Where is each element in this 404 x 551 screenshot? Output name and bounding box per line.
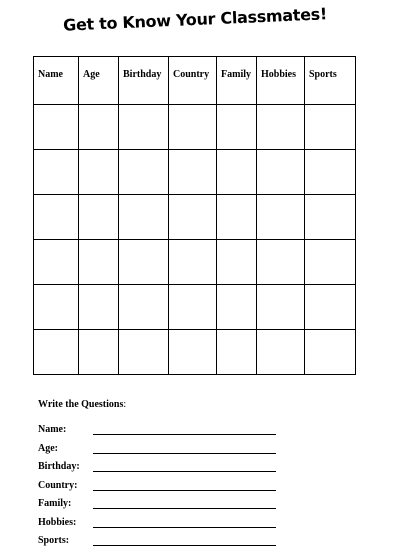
question-answer-line[interactable] <box>93 471 276 472</box>
question-label-country: Country: <box>38 479 78 491</box>
column-header-family: Family <box>217 57 257 105</box>
question-answer-line[interactable] <box>93 490 276 491</box>
table-cell[interactable] <box>34 285 79 330</box>
table-row <box>34 240 356 285</box>
table-cell[interactable] <box>305 150 356 195</box>
table-cell[interactable] <box>169 195 217 240</box>
table-cell[interactable] <box>119 150 169 195</box>
column-header-birthday: Birthday <box>119 57 169 105</box>
table-cell[interactable] <box>34 330 79 375</box>
table-cell[interactable] <box>34 240 79 285</box>
questions-heading-text: Write the Questions <box>38 399 124 410</box>
question-row-sports <box>38 532 278 551</box>
questions-heading-colon: : <box>123 399 127 410</box>
question-row-hobbies <box>38 514 278 533</box>
question-answer-line[interactable] <box>93 527 276 528</box>
table-cell[interactable] <box>119 105 169 150</box>
question-answer-line[interactable] <box>93 434 276 435</box>
table-row <box>34 195 356 240</box>
table-cell[interactable] <box>305 285 356 330</box>
table-cell[interactable] <box>119 240 169 285</box>
table-row <box>34 330 356 375</box>
table-cell[interactable] <box>79 285 119 330</box>
table-cell[interactable] <box>217 105 257 150</box>
question-row-name <box>38 421 278 440</box>
question-label-birthday: Birthday: <box>38 461 80 472</box>
question-label-hobbies: Hobbies: <box>38 516 77 528</box>
table-cell[interactable] <box>217 150 257 195</box>
question-answer-line[interactable] <box>93 508 276 509</box>
column-header-name: Name <box>34 57 79 105</box>
table-cell[interactable] <box>169 105 217 150</box>
table-cell[interactable] <box>217 330 257 375</box>
table-cell[interactable] <box>305 330 356 375</box>
question-row-birthday <box>38 458 278 477</box>
table-cell[interactable] <box>119 285 169 330</box>
worksheet-title: Get to Know Your Classmates! <box>62 4 328 35</box>
table-cell[interactable] <box>169 150 217 195</box>
table-cell[interactable] <box>217 240 257 285</box>
table-cell[interactable] <box>257 240 305 285</box>
table-cell[interactable] <box>119 330 169 375</box>
question-label-sports: Sports: <box>38 535 70 546</box>
question-row-age <box>38 440 278 459</box>
table-cell[interactable] <box>257 195 305 240</box>
table-cell[interactable] <box>257 285 305 330</box>
questions-heading <box>38 399 278 417</box>
table-cell[interactable] <box>257 330 305 375</box>
question-row-family <box>38 495 278 514</box>
question-label-name: Name: <box>38 424 67 435</box>
table-cell[interactable] <box>217 285 257 330</box>
question-answer-line[interactable] <box>93 545 276 546</box>
table-cell[interactable] <box>119 195 169 240</box>
write-questions-section <box>38 399 278 551</box>
table-header-row <box>34 57 356 105</box>
table-cell[interactable] <box>257 150 305 195</box>
classmates-table <box>33 56 356 375</box>
table-cell[interactable] <box>305 240 356 285</box>
column-header-age: Age <box>79 57 119 105</box>
table-row <box>34 105 356 150</box>
column-header-hobbies: Hobbies <box>257 57 305 105</box>
table-row <box>34 150 356 195</box>
table-cell[interactable] <box>34 195 79 240</box>
table-cell[interactable] <box>79 105 119 150</box>
table-cell[interactable] <box>305 195 356 240</box>
table-cell[interactable] <box>169 330 217 375</box>
table-cell[interactable] <box>217 195 257 240</box>
table-cell[interactable] <box>79 240 119 285</box>
table-body <box>34 105 356 375</box>
table-cell[interactable] <box>169 285 217 330</box>
column-header-sports: Sports <box>305 57 356 105</box>
table-cell[interactable] <box>34 150 79 195</box>
table-cell[interactable] <box>79 330 119 375</box>
question-answer-line[interactable] <box>93 453 276 454</box>
question-row-country <box>38 477 278 496</box>
table-row <box>34 285 356 330</box>
column-header-country: Country <box>169 57 217 105</box>
table-cell[interactable] <box>79 195 119 240</box>
table-cell[interactable] <box>169 240 217 285</box>
table-cell[interactable] <box>79 150 119 195</box>
table-cell[interactable] <box>305 105 356 150</box>
question-label-age: Age: <box>38 442 58 454</box>
table-cell[interactable] <box>257 105 305 150</box>
table-cell[interactable] <box>34 105 79 150</box>
question-label-family: Family: <box>38 498 72 509</box>
